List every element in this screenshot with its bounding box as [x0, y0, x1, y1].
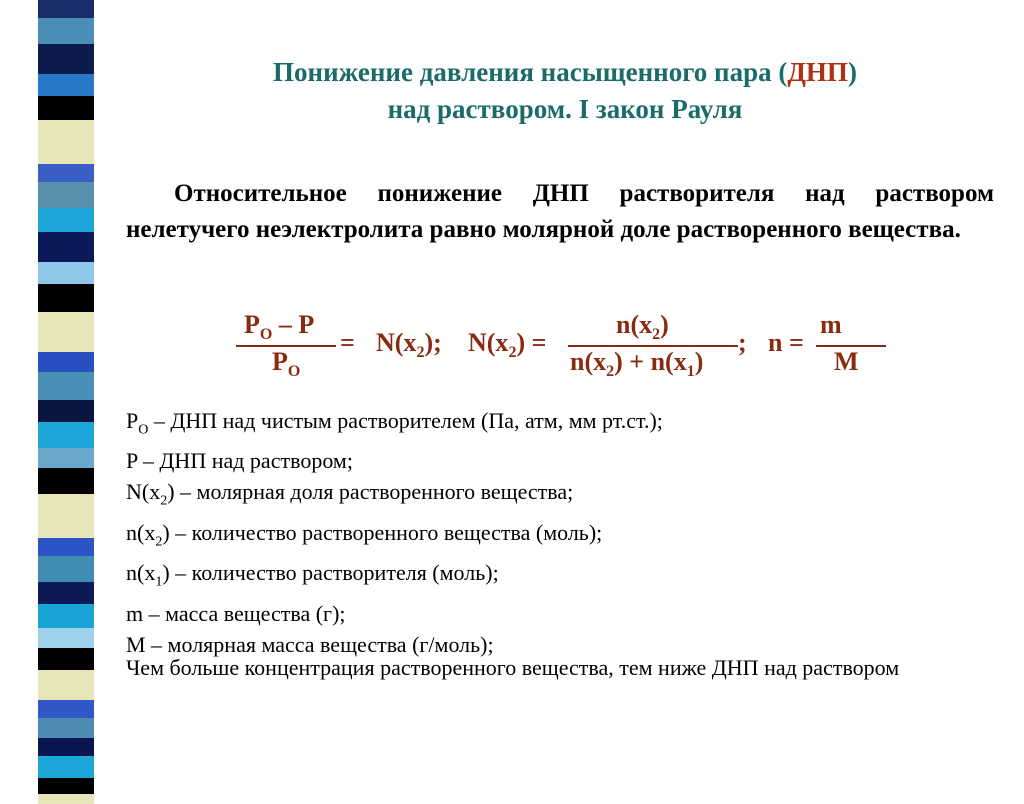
- definition-item: $N(x_2)$ – молярная доля растворенного вещества;: [126, 479, 574, 509]
- stripe-segment: [38, 372, 94, 400]
- title-text-end: ): [847, 57, 857, 87]
- decorative-stripe: [38, 0, 94, 768]
- definition-item: $P_O$ – ДНП над чистым растворителем (Па, атм, мм рт.ст.);: [126, 408, 663, 438]
- stripe-segment: [38, 700, 94, 718]
- stripe-segment: [38, 120, 94, 164]
- stripe-segment: [38, 778, 94, 794]
- stripe-segment: [38, 164, 94, 182]
- title-text: Понижение давления насыщенного пара (: [273, 57, 788, 87]
- stripe-segment: [38, 468, 94, 494]
- stripe-segment: [38, 284, 94, 312]
- stripe-segment: [38, 352, 94, 372]
- stripe-segment: [38, 96, 94, 120]
- conclusion-text: Чем больше концентрация растворенного вещества, тем ниже ДНП над раствором: [126, 655, 900, 680]
- formula-separator: ;: [738, 328, 747, 357]
- title-line-2: над раствором. I закон Рауля: [387, 94, 743, 124]
- definition-item: $n(x_1)$ – количество растворителя (моль);: [126, 560, 499, 590]
- formula-molar-fraction: $N(x_2)$;: [376, 328, 442, 362]
- stripe-segment: [38, 400, 94, 422]
- stripe-segment: [38, 538, 94, 556]
- formula-n-equals: n =: [768, 328, 804, 357]
- stripe-segment: [38, 44, 94, 74]
- stripe-segment: [38, 628, 94, 648]
- stripe-segment: [38, 794, 94, 804]
- formula-fraction2-denominator: $n(x_2) + n(x_1)$: [570, 347, 704, 381]
- definition-item: M – молярная масса вещества (г/моль);: [126, 631, 494, 657]
- law-statement: Относительное понижение ДНП растворителя над раствором нелетучего неэлектролита равно молярной доле растворенного вещества.: [126, 180, 994, 243]
- stripe-segment: [38, 582, 94, 604]
- definition-item: m – масса вещества (г);: [126, 600, 346, 626]
- formula-fraction3-numerator: m: [820, 310, 842, 339]
- stripe-segment: [38, 208, 94, 232]
- raoult-formula: [230, 310, 910, 380]
- stripe-segment: [38, 312, 94, 352]
- formula-fraction1-denominator: $P_O$: [272, 347, 301, 381]
- definitions-list: [126, 405, 986, 660]
- formula-fraction2-numerator: $n(x_2)$: [616, 310, 669, 344]
- title-line-1: [130, 54, 1000, 91]
- stripe-segment: [38, 232, 94, 262]
- stripe-segment: [38, 0, 94, 18]
- stripe-segment: [38, 422, 94, 448]
- formula-molar-fraction-def: $N(x_2)$ =: [468, 328, 547, 362]
- stripe-segment: [38, 74, 94, 96]
- title-abbreviation: ДНП: [787, 57, 848, 87]
- stripe-segment: [38, 648, 94, 670]
- stripe-segment: [38, 182, 94, 208]
- stripe-segment: [38, 756, 94, 778]
- formula-fraction1-numerator: $P_O$ – P: [244, 310, 315, 344]
- stripe-segment: [38, 18, 94, 44]
- stripe-segment: [38, 718, 94, 738]
- stripe-segment: [38, 448, 94, 468]
- stripe-segment: [38, 604, 94, 628]
- slide-title: [130, 54, 1000, 128]
- stripe-segment: [38, 738, 94, 756]
- definition-item: $n(x_2)$ – количество растворенного вещества (моль);: [126, 519, 603, 550]
- formula-fraction3-denominator: M: [834, 347, 859, 376]
- formula-equals-1: =: [340, 328, 355, 357]
- stripe-segment: [38, 262, 94, 284]
- stripe-segment: [38, 494, 94, 538]
- stripe-segment: [38, 556, 94, 582]
- stripe-segment: [38, 670, 94, 700]
- definition-item: P – ДНП над раствором;: [126, 448, 353, 474]
